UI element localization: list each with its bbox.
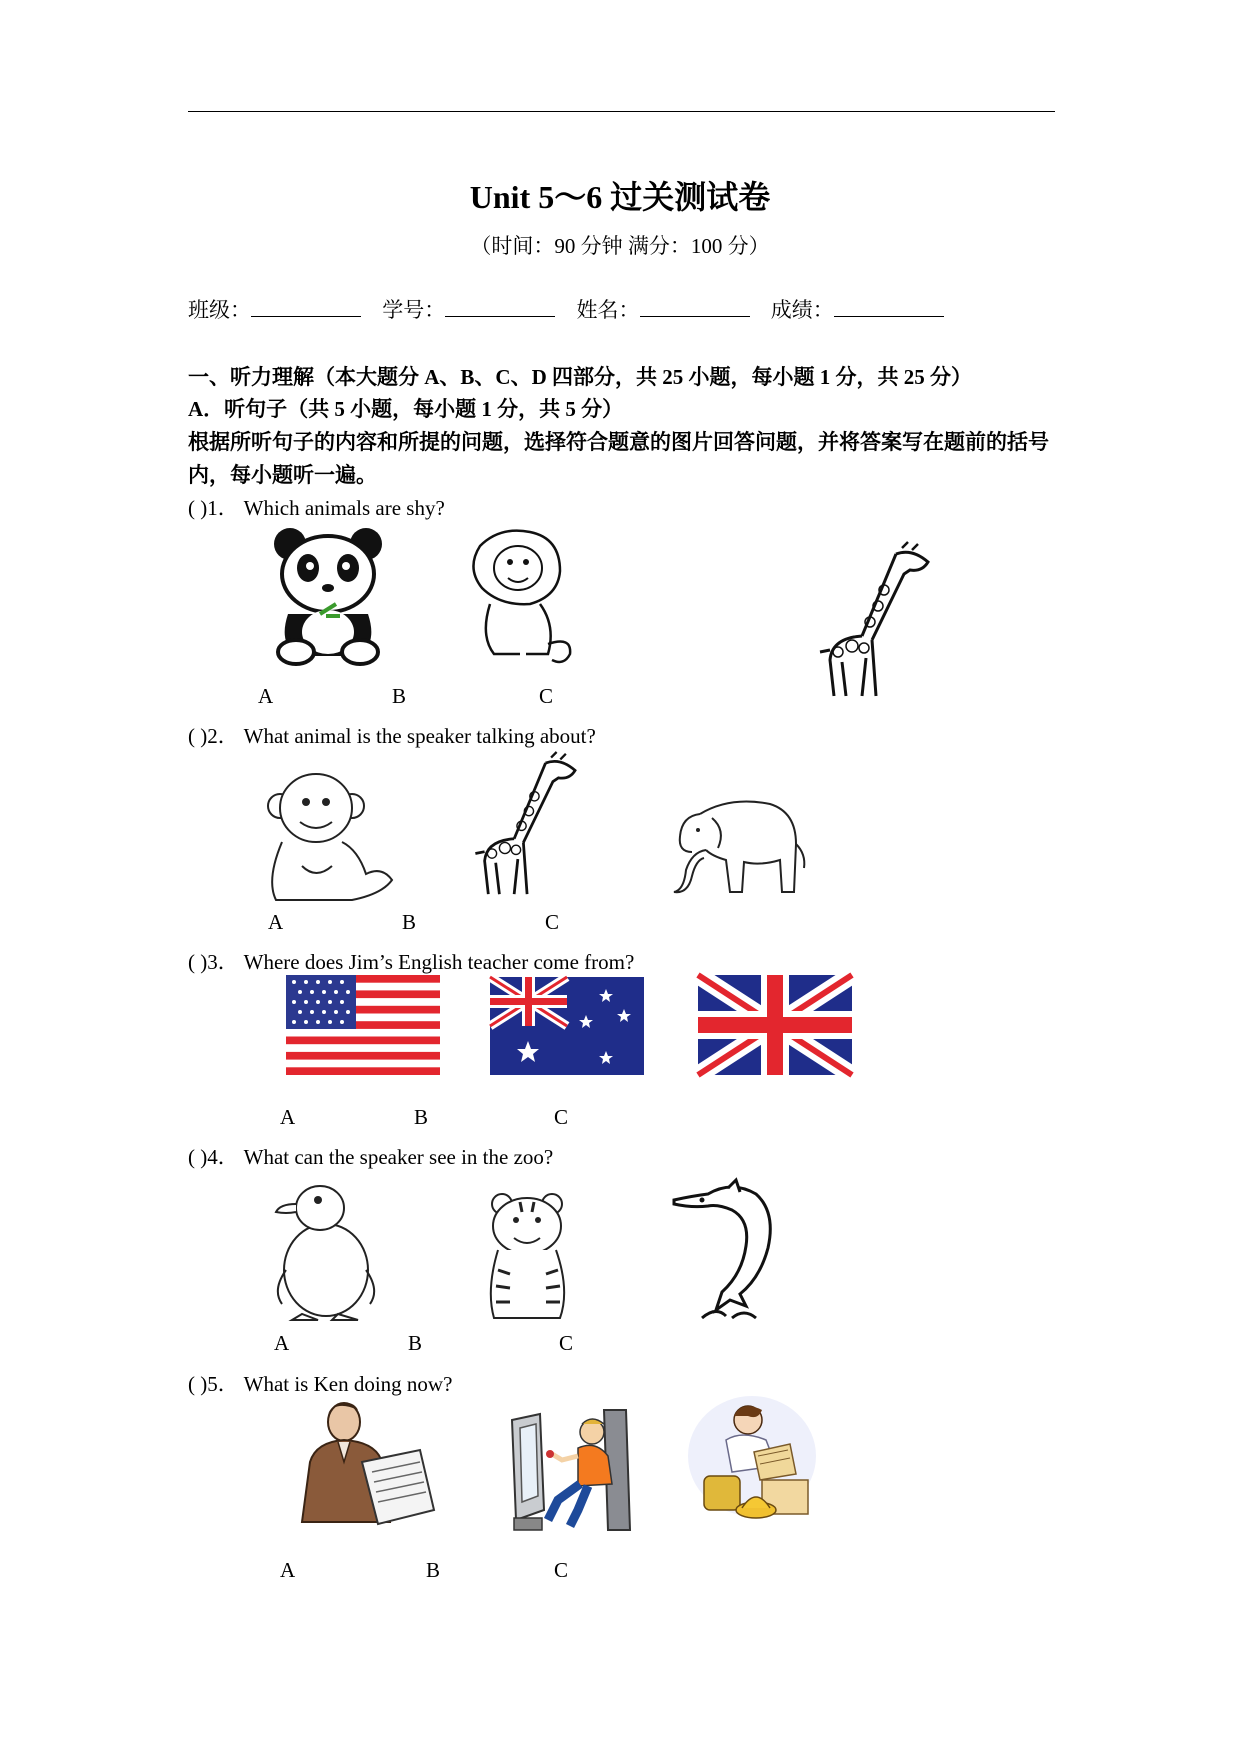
australia-flag-icon — [490, 977, 644, 1075]
option-b-label: B — [408, 1331, 423, 1355]
option-a-label: A — [258, 684, 274, 708]
question-text: What can the speaker see in the zoo? — [243, 1145, 554, 1169]
option-a-label: A — [280, 1105, 296, 1129]
uk-flag-icon — [698, 975, 852, 1075]
answer-paren[interactable]: ( ) — [188, 950, 208, 974]
name-label: 姓名： — [576, 298, 640, 322]
option-a-label: A — [280, 1558, 296, 1582]
score-label: 成绩： — [770, 298, 834, 322]
name-blank[interactable] — [640, 296, 750, 317]
option-b-label: B — [414, 1105, 429, 1129]
number-blank[interactable] — [445, 296, 555, 317]
answer-paren[interactable]: ( ) — [188, 724, 208, 748]
answer-paren[interactable]: ( ) — [188, 1372, 208, 1396]
student-info-row — [188, 294, 960, 324]
option-c-label: C — [539, 684, 554, 708]
question-5 — [188, 1368, 452, 1398]
option-c-label: C — [554, 1105, 569, 1129]
question-text: What is Ken doing now? — [243, 1372, 453, 1396]
score-blank[interactable] — [834, 296, 944, 317]
class-label: 班级： — [188, 298, 251, 322]
panda-icon — [268, 524, 388, 664]
header-rule — [188, 111, 1055, 112]
question-number: 2． — [207, 724, 239, 748]
man-watching-tv-icon — [508, 1400, 638, 1536]
boy-doing-homework-icon — [692, 1396, 822, 1522]
usa-flag-icon — [286, 975, 440, 1075]
answer-paren[interactable]: ( ) — [188, 1145, 208, 1169]
number-label: 学号： — [382, 298, 446, 322]
monkey-icon — [262, 770, 407, 905]
question-text: What animal is the speaker talking about? — [243, 724, 596, 748]
option-c-label: C — [554, 1558, 569, 1582]
section-heading: 一、听力理解（本大题分 A、B、C、D 四部分，共 25 小题，每小题 1 分，共 25 分） — [188, 365, 973, 389]
dolphin-icon — [672, 1178, 782, 1322]
giraffe-icon — [468, 744, 588, 904]
question-number: 1． — [207, 496, 239, 520]
lion-icon — [460, 526, 580, 666]
part-a-heading: A．听句子（共 5 小题，每小题 1 分，共 5 分） — [188, 397, 624, 421]
answer-paren[interactable]: ( ) — [188, 496, 208, 520]
question-text: Which animals are shy? — [243, 496, 445, 520]
instruction-text: 根据所听句子的内容和所提的问题，选择符合题意的图片回答问题，并将答案写在题前的括号内，每小题听一遍。 — [188, 430, 1049, 487]
option-a-label: A — [268, 910, 284, 934]
option-b-label: B — [402, 910, 417, 934]
page-subtitle: （时间：90 分钟 满分：100 分） — [470, 234, 770, 258]
question-text: Where does Jim’s English teacher come from? — [243, 950, 635, 974]
option-c-label: C — [559, 1331, 574, 1355]
option-a-label: A — [274, 1331, 290, 1355]
man-reading-newspaper-icon — [292, 1402, 438, 1532]
penguin-icon — [272, 1180, 382, 1320]
question-1 — [188, 492, 445, 522]
option-b-label: B — [426, 1558, 441, 1582]
tiger-icon — [480, 1190, 580, 1324]
question-4 — [188, 1141, 553, 1171]
page-title: Unit 5～6 过关测试卷 — [469, 179, 771, 215]
question-number: 5． — [207, 1372, 239, 1396]
question-3 — [188, 946, 634, 976]
question-number: 3． — [207, 950, 239, 974]
giraffe-icon — [812, 540, 942, 700]
question-number: 4． — [207, 1145, 239, 1169]
option-c-label: C — [545, 910, 560, 934]
option-b-label: B — [392, 684, 407, 708]
elephant-icon — [660, 794, 810, 900]
class-blank[interactable] — [251, 296, 361, 317]
